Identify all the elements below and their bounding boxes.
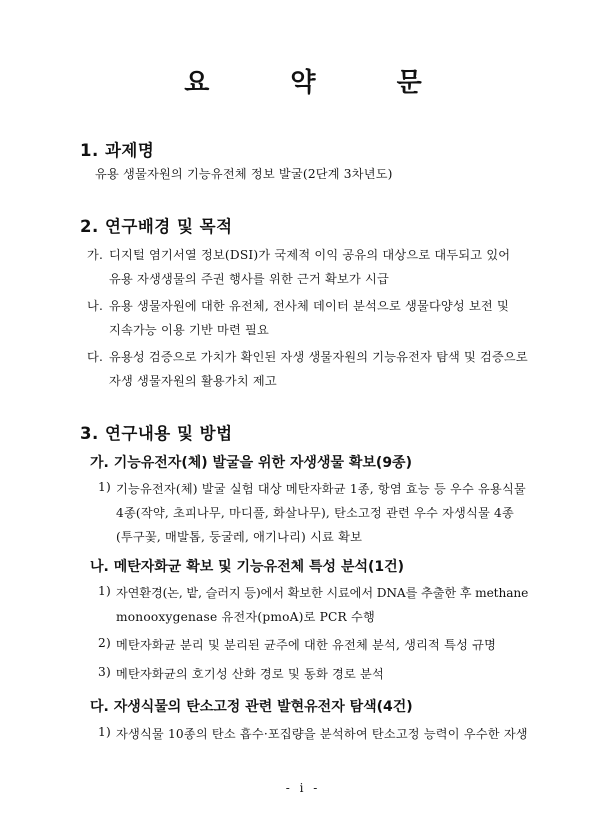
section-heading-3: 3. 연구내용 및 방법	[80, 424, 233, 443]
list-marker: 1)	[98, 480, 111, 494]
section-heading-1: 1. 과제명	[80, 141, 155, 160]
list-marker: 가.	[87, 248, 104, 262]
list-item-line: 메탄자화균의 호기성 산화 경로 및 동화 경로 분석	[116, 667, 384, 681]
subsection-heading: 다. 자생식물의 탄소고정 관련 발현유전자 탐색(4건)	[90, 699, 413, 715]
list-marker: 1)	[98, 725, 111, 739]
list-item-line: monooxygenase 유전자(pmoA)로 PCR 수행	[116, 610, 375, 624]
page-title: 요 약 문	[184, 68, 458, 98]
list-item-line: 유용성 검증으로 가치가 확인된 자생 생물자원의 기능유전자 탐색 및 검증으로	[109, 350, 528, 364]
section-1-text: 유용 생물자원의 기능유전체 정보 발굴(2단계 3차년도)	[95, 167, 393, 181]
subsection-heading: 가. 기능유전자(체) 발굴을 위한 자생생물 확보(9종)	[90, 455, 412, 471]
page-number: - i -	[285, 781, 321, 795]
list-marker: 2)	[98, 636, 111, 650]
list-marker: 나.	[87, 299, 104, 313]
list-item-line: 자생식물 10종의 탄소 흡수·포집량을 분석하여 탄소고정 능력이 우수한 자생	[116, 727, 528, 741]
list-item-line: 디지털 염기서열 정보(DSI)가 국제적 이익 공유의 대상으로 대두되고 있어	[109, 248, 511, 262]
list-item-line: 기능유전자(체) 발굴 실험 대상 메탄자화균 1종, 항염 효능 등 우수 유용식물	[116, 482, 526, 496]
list-item-line: (투구꽃, 매발톱, 둥굴레, 애기나리) 시료 확보	[116, 530, 363, 544]
list-item-line: 메탄자화균 분리 및 분리된 균주에 대한 유전체 분석, 생리적 특성 규명	[116, 638, 497, 652]
list-item-line: 자생 생물자원의 활용가치 제고	[109, 374, 277, 388]
list-item-line: 자연환경(논, 밭, 슬러지 등)에서 확보한 시료에서 DNA를 추출한 후 methane	[116, 586, 529, 600]
list-item-line: 유용 자생생물의 주권 행사를 위한 근거 확보가 시급	[109, 272, 389, 286]
list-item-line: 4종(작약, 초피나무, 마디풀, 화살나무), 탄소고정 관련 우수 자생식물 4종	[116, 506, 514, 520]
list-marker: 3)	[98, 665, 111, 679]
list-marker: 다.	[87, 350, 104, 364]
list-item-line: 유용 생물자원에 대한 유전체, 전사체 데이터 분석으로 생물다양성 보전 및	[109, 299, 509, 313]
list-item-line: 지속가능 이용 기반 마련 필요	[109, 323, 269, 337]
section-heading-2: 2. 연구배경 및 목적	[80, 217, 233, 236]
list-marker: 1)	[98, 584, 111, 598]
subsection-heading: 나. 메탄자화균 확보 및 기능유전체 특성 분석(1건)	[90, 559, 405, 575]
